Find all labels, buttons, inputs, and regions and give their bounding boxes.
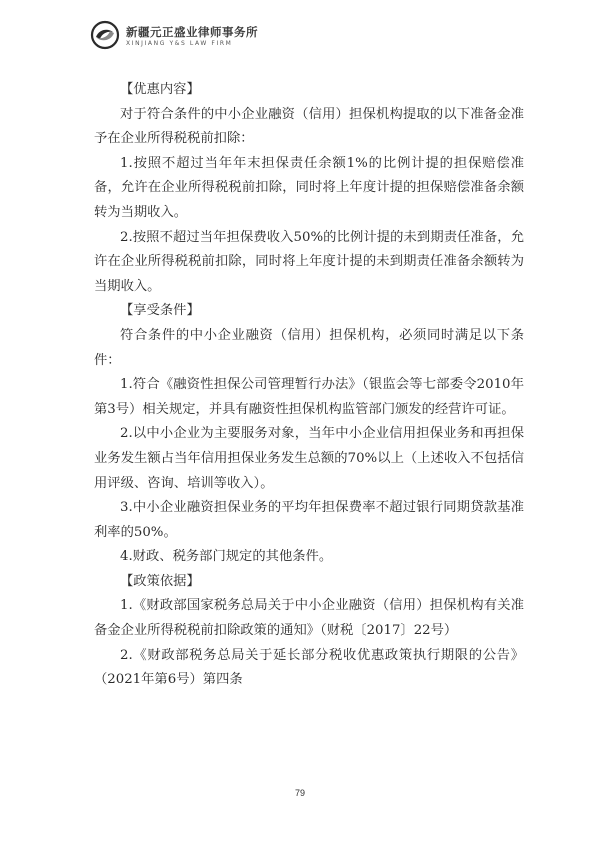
paragraph-condition-3: 3.中小企业融资担保业务的平均年担保费率不超过银行同期贷款基准利率的50%。	[94, 500, 524, 540]
firm-logo-icon	[90, 20, 120, 50]
firm-name-en: XINJIANG Y&S LAW FIRM	[126, 40, 233, 47]
firm-name-cn: 新疆元正盛业律师事务所	[126, 25, 258, 39]
paragraph-conditions-intro: 符合条件的中小企业融资（信用）担保机构，必须同时满足以下条件：	[94, 327, 524, 368]
paragraph-basis-1: 1.《财政部国家税务总局关于中小企业融资（信用）担保机构有关准备金企业所得税税前扣除政策的通知》（财税〔2017〕22号）	[94, 598, 524, 639]
document-body	[94, 78, 524, 693]
paragraph-basis-2: 2.《财政部税务总局关于延长部分税收优惠政策执行期限的公告》（2021年第6号）第四条	[94, 647, 524, 688]
paragraph-offer-item-2: 2.按照不超过当年担保费收入50%的比例计提的未到期责任准备，允许在企业所得税税前扣除，同时将上年度计提的未到期责任准备余额转为当期收入。	[94, 229, 524, 294]
section-heading-offer: 【优惠内容】	[120, 82, 200, 97]
paragraph-condition-2: 2.以中小企业为主要服务对象，当年中小企业信用担保业务和再担保业务发生额占当年信用担保业务发生总额的70%以上（上述收入不包括信用评级、咨询、培训等收入）。	[94, 426, 524, 491]
paragraph-condition-4: 4.财政、税务部门规定的其他条件。	[120, 549, 333, 565]
page-header	[90, 18, 330, 54]
paragraph-condition-1: 1.符合《融资性担保公司管理暂行办法》（银监会等七部委令2010年第3号）相关规定，并具有融资性担保机构监管部门颁发的经营许可证。	[94, 377, 524, 417]
section-heading-conditions: 【享受条件】	[120, 303, 200, 319]
paragraph-offer-item-1: 1.按照不超过当年年末担保责任余额1%的比例计提的担保赔偿准备，允许在企业所得税税前扣除，同时将上年度计提的担保赔偿准备余额转为当期收入。	[94, 155, 524, 220]
page-number: 79	[294, 788, 305, 798]
paragraph-offer-intro: 对于符合条件的中小企业融资（信用）担保机构提取的以下准备金准予在企业所得税税前扣除：	[94, 106, 524, 147]
section-heading-basis: 【政策依据】	[120, 573, 200, 589]
